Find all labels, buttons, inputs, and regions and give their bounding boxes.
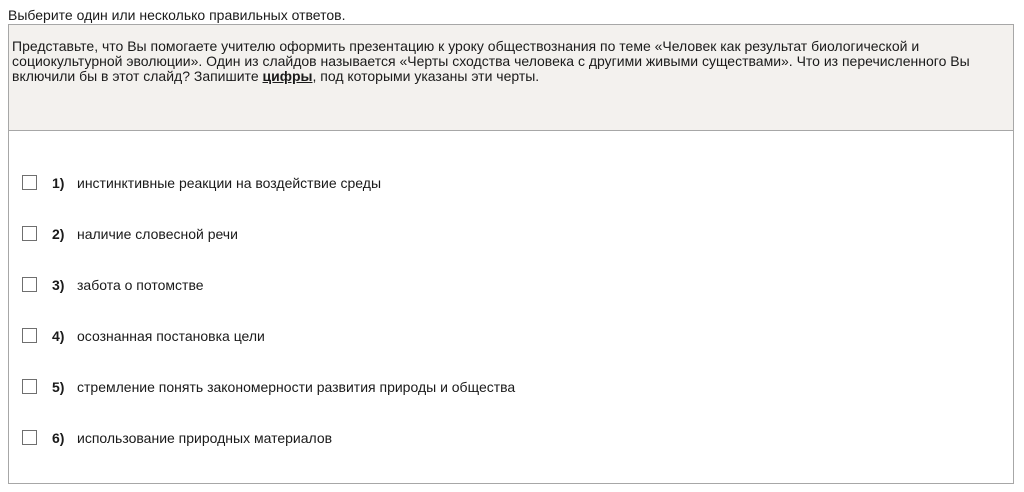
option-number: 4) <box>52 328 65 344</box>
checkbox-4[interactable] <box>22 328 37 343</box>
option-label[interactable]: осознанная постановка цели <box>77 328 265 344</box>
option-number: 3) <box>52 277 65 293</box>
answer-option-5[interactable] <box>9 375 909 399</box>
answer-option-4[interactable] <box>9 324 909 348</box>
option-number: 1) <box>52 175 65 191</box>
question-panel <box>8 24 1014 484</box>
question-prompt <box>9 25 1013 131</box>
option-label[interactable]: наличие словесной речи <box>77 226 238 242</box>
answer-option-1[interactable] <box>9 171 909 195</box>
answer-option-3[interactable] <box>9 273 909 297</box>
option-label[interactable]: стремление понять закономерности развития природы и общества <box>77 379 516 395</box>
option-number: 6) <box>52 430 65 446</box>
question-text-end: , под которыми указаны эти черты. <box>312 68 540 84</box>
checkbox-6[interactable] <box>22 430 37 445</box>
option-label[interactable]: забота о потомстве <box>77 277 204 293</box>
option-label[interactable]: инстинктивные реакции на воздействие среды <box>77 175 382 191</box>
answer-option-6[interactable] <box>9 426 909 450</box>
instruction-text: Выберите один или несколько правильных ответов. <box>8 7 346 23</box>
option-label[interactable]: использование природных материалов <box>77 430 333 446</box>
checkbox-2[interactable] <box>22 226 37 241</box>
checkbox-1[interactable] <box>22 175 37 190</box>
checkbox-5[interactable] <box>22 379 37 394</box>
answer-option-2[interactable] <box>9 222 909 246</box>
question-emphasis: цифры <box>262 68 313 84</box>
checkbox-3[interactable] <box>22 277 37 292</box>
option-number: 5) <box>52 379 65 395</box>
option-number: 2) <box>52 226 65 242</box>
question-text: Представьте, что Вы помогаете учителю оформить презентацию к уроку обществознания по теме «Человек как результат биологической и социокультурной эволюции». Один из слайдов называется «Черты сходства человека с другими живыми существами». Что из перечисленного Вы включили бы в этот слайд? Запишите <box>12 38 970 84</box>
